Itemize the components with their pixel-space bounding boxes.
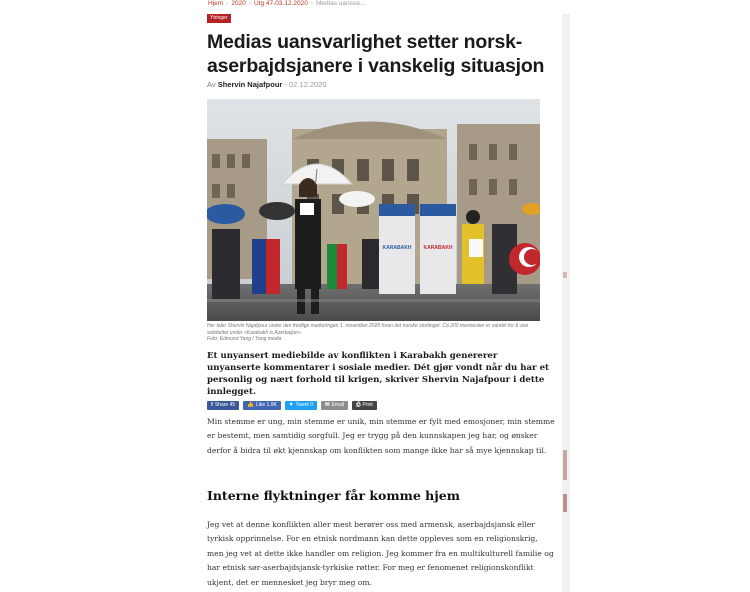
facebook-like-label: Like 1.9K bbox=[256, 402, 277, 408]
article-page bbox=[200, 0, 562, 592]
article-lead: Et unyansert mediebilde av konflikten i Karabakh genererer unyanserte kommentarer i sosiale medier. Dét gjør vondt når du har et personlig og nært forhold til krigen, skriver Shervin Najafpour i dette innlegget. bbox=[207, 351, 550, 397]
article-photo bbox=[207, 99, 540, 321]
photo-credit: Foto: Edmond Yang / Yang media bbox=[207, 336, 282, 343]
publish-date: 02.12.2020 bbox=[289, 80, 327, 89]
email-label: Email bbox=[331, 402, 345, 408]
tweet-button[interactable] bbox=[285, 401, 317, 410]
category-badge[interactable]: Ytringer bbox=[207, 14, 231, 23]
sidebar-edge-mark bbox=[563, 272, 567, 278]
facebook-icon: f bbox=[211, 402, 213, 408]
article-subheading: Interne flyktninger får komme hjem bbox=[207, 488, 460, 503]
article-title: Medias uansvarlighet setter norsk-aserbajdsjanere i vanskelig situasjon bbox=[207, 31, 545, 77]
breadcrumb: Hjem › 2020 › Utg 47-03.12.2020 › Medias uansva... bbox=[208, 0, 366, 7]
print-button[interactable] bbox=[352, 401, 377, 410]
facebook-share-label: Share 45 bbox=[214, 402, 236, 408]
photo-caption-text: Her taler Shervin Najafpour under den fredlige markeringen 1. november 2020 foran det norske stortinget. Ca 200 mennesker er samlet for å vise solidaritet under «Karabakh is Azerbaijan». bbox=[207, 323, 529, 336]
photo-caption bbox=[207, 323, 547, 343]
twitter-bird-icon: ✦ bbox=[288, 402, 294, 408]
article-paragraph-2: Jeg vet at denne konflikten aller mest berører oss med armensk, aserbajdsjansk eller tyrkisk opprinnelse. For en etnisk nordmann kan dette oppleves som en religionskrig, men jeg vet at dette ikke handler om religion. Jeg kommer fra en multikulturell familie og har etnisk sør-aserbajdsjansk-tyrkiske røtter. For meg er fenomenet religionskonflikt ukjent, det er mennesket jeg bryr meg om. bbox=[207, 520, 554, 587]
facebook-share-button[interactable] bbox=[207, 401, 239, 410]
share-toolbar bbox=[207, 401, 377, 411]
breadcrumb-home-link[interactable]: Hjem bbox=[208, 0, 224, 7]
byline-prefix: Av bbox=[207, 80, 216, 89]
envelope-icon: ✉ bbox=[324, 402, 330, 408]
byline bbox=[207, 80, 327, 89]
article-paragraph-1: Min stemme er ung, min stemme er unik, min stemme er fylt med emosjoner, min stemme er bestemt, men samtidig sorgfull. Jeg er trygg på den kunnskapen jeg har, og ønsker derfor å bidra til økt kjennskap om konflikten som mange ikke har så mye kjennskap til. bbox=[207, 417, 555, 455]
facebook-like-button[interactable] bbox=[243, 401, 281, 410]
sign-right-text: KARABAKH bbox=[423, 245, 453, 251]
sidebar-edge-mark bbox=[563, 450, 567, 480]
sidebar-edge-mark bbox=[563, 494, 567, 512]
author-link[interactable]: Shervin Najafpour bbox=[217, 80, 283, 89]
email-button[interactable] bbox=[321, 401, 348, 410]
breadcrumb-year-link[interactable]: 2020 bbox=[231, 0, 246, 7]
thumbs-up-icon: 👍 bbox=[247, 402, 254, 408]
print-label: Print bbox=[362, 402, 373, 408]
protest-photo-illustration bbox=[207, 99, 540, 321]
tweet-label: Tweet 0 bbox=[295, 402, 313, 408]
breadcrumb-current: Medias uansva... bbox=[316, 0, 366, 7]
sidebar-edge bbox=[562, 14, 570, 592]
printer-icon: ⎙ bbox=[356, 402, 361, 408]
sign-left-text: KARABAKH bbox=[382, 245, 412, 251]
date-separator: - bbox=[284, 80, 287, 89]
breadcrumb-issue-link[interactable]: Utg 47-03.12.2020 bbox=[253, 0, 308, 7]
